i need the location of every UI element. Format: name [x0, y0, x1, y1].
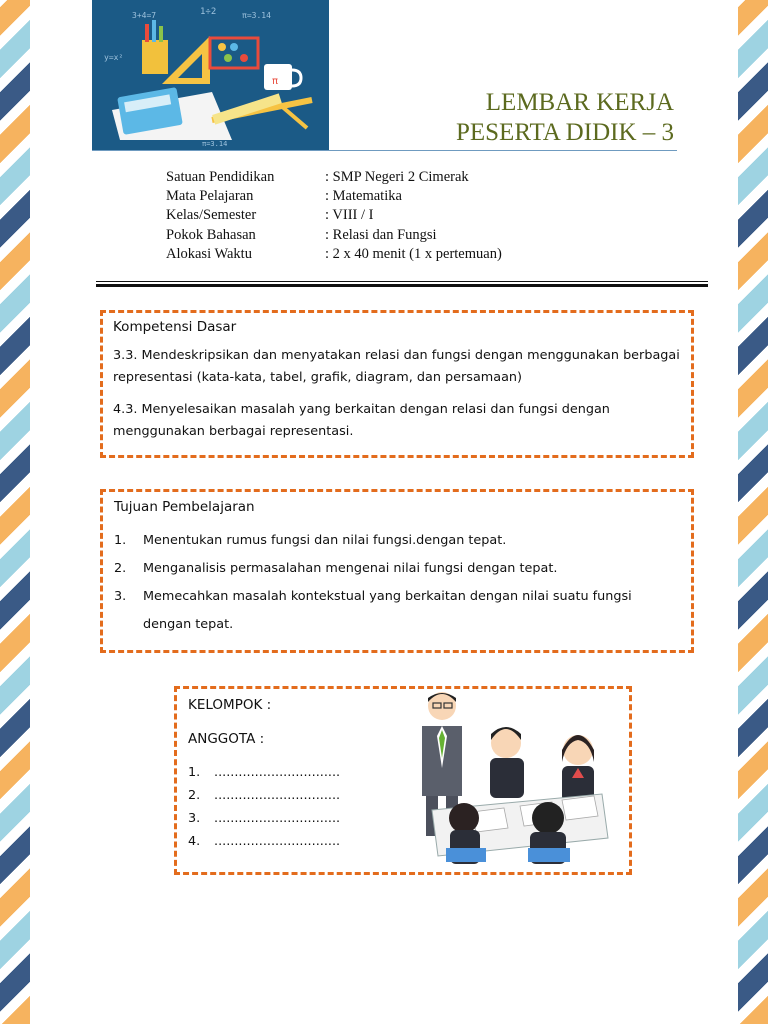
list-item	[114, 583, 681, 639]
member-blank[interactable]: ...............................	[214, 834, 341, 849]
math-tools-illustration	[92, 0, 329, 150]
title-divider	[92, 150, 677, 151]
kompetensi-heading: Kompetensi Dasar	[113, 319, 237, 335]
formula-text: 3+4=7	[132, 11, 157, 20]
formula-text: 1÷2	[200, 7, 217, 17]
left-stripe-border	[0, 0, 30, 1024]
kompetensi-item: 3.3. Mendeskripsikan dan menyatakan relasi dan fungsi dengan menggunakan berbagai representasi (kata-kata, tabel, grafik, diagram, dan persamaan)	[113, 348, 680, 385]
anggota-label: ANGGOTA :	[188, 731, 265, 747]
info-row	[166, 187, 502, 206]
students-teacher-illustration	[412, 688, 612, 870]
member-blank[interactable]: ...............................	[214, 788, 341, 803]
kompetensi-item: 4.3. Menyelesaikan masalah yang berkaitan dengan relasi dan fungsi dengan menggunakan berbagai representasi.	[113, 402, 610, 439]
info-value: : Relasi dan Fungsi	[325, 226, 437, 243]
formula-text: π=3.14	[202, 140, 228, 148]
header-double-rule	[96, 281, 708, 287]
list-number: 3.	[114, 589, 127, 604]
info-label: Mata Pelajaran	[166, 188, 254, 205]
member-blank[interactable]: ...............................	[214, 765, 341, 780]
list-number: 2.	[114, 561, 127, 576]
list-item	[114, 527, 681, 555]
info-value: : VIII / I	[325, 207, 374, 224]
member-number: 4.	[188, 834, 201, 849]
info-value: : 2 x 40 menit (1 x pertemuan)	[325, 245, 502, 262]
group-discussion-illustration	[412, 688, 612, 870]
member-number: 3.	[188, 811, 201, 826]
worksheet-title	[456, 88, 674, 148]
formula-text: π=3.14	[242, 11, 271, 20]
kompetensi-dasar-box	[100, 310, 694, 458]
info-label: Satuan Pendidikan	[166, 169, 275, 185]
member-blank[interactable]: ...............................	[214, 811, 341, 826]
list-text: Menentukan rumus fungsi dan nilai fungsi.dengan tepat.	[143, 533, 507, 548]
title-line-2: PESERTA DIDIK – 3	[455, 119, 674, 146]
info-value: : Matematika	[325, 188, 402, 205]
info-value: : SMP Negeri 2 Cimerak	[325, 169, 469, 185]
member-number: 1.	[188, 765, 201, 780]
info-row	[166, 226, 502, 245]
title-line-1: LEMBAR KERJA	[485, 89, 674, 116]
info-label: Pokok Bahasan	[166, 226, 256, 243]
info-row	[166, 168, 502, 187]
math-banner-illustration	[92, 0, 329, 150]
tujuan-list	[114, 527, 681, 639]
tujuan-heading: Tujuan Pembelajaran	[114, 499, 255, 515]
list-number: 1.	[114, 533, 127, 548]
list-item	[114, 555, 681, 583]
info-row	[166, 245, 502, 264]
formula-text: y=x²	[104, 53, 124, 62]
svg-text:π: π	[272, 76, 279, 87]
member-number: 2.	[188, 788, 201, 803]
info-label: Alokasi Waktu	[166, 245, 252, 262]
list-text: Memecahkan masalah kontekstual yang berkaitan dengan nilai suatu fungsi dengan tepat.	[143, 589, 632, 632]
tujuan-pembelajaran-box	[100, 489, 694, 653]
info-row	[166, 206, 502, 225]
info-label: Kelas/Semester	[166, 207, 257, 224]
list-text: Menganalisis permasalahan mengenai nilai fungsi dengan tepat.	[143, 561, 558, 576]
right-stripe-border	[738, 0, 768, 1024]
identity-table	[166, 168, 502, 264]
kelompok-label: KELOMPOK :	[188, 697, 272, 713]
